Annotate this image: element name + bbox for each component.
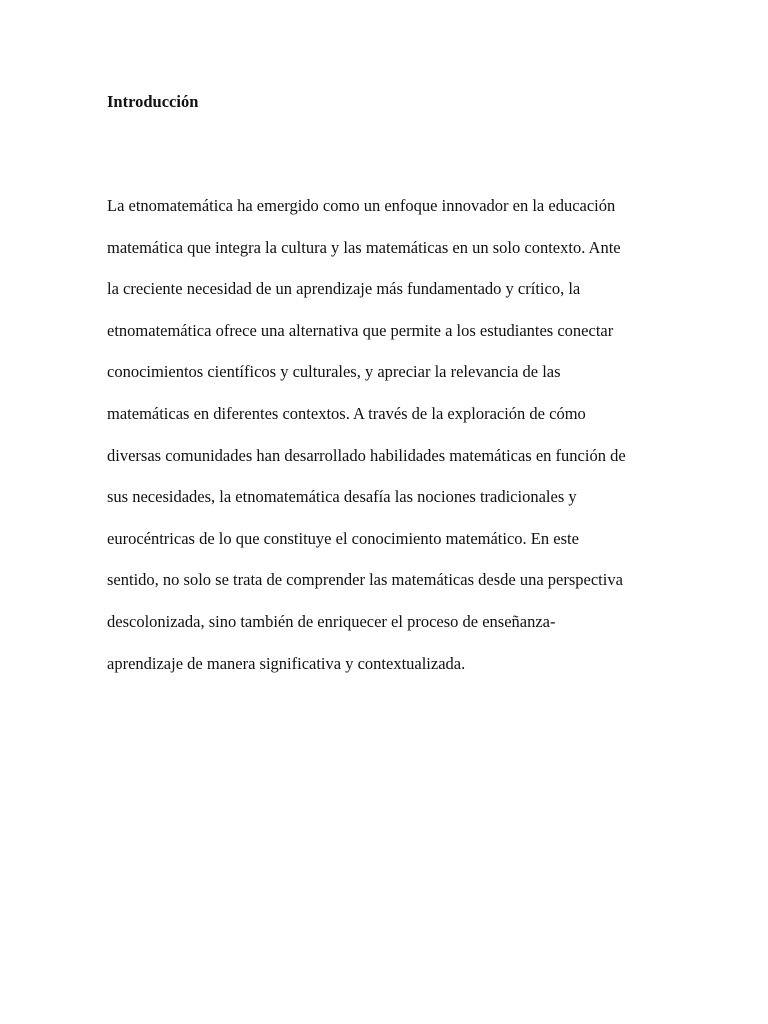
paragraph-line: sentido, no solo se trata de comprender las matemáticas desde una perspectiva <box>107 570 623 590</box>
paragraph-line: eurocéntricas de lo que constituye el conocimiento matemático. En este <box>107 528 579 548</box>
paragraph-line: conocimientos científicos y culturales, y apreciar la relevancia de las <box>107 362 561 382</box>
body-paragraph <box>107 196 687 695</box>
section-heading: Introducción <box>107 92 199 111</box>
paragraph-line: matemáticas en diferentes contextos. A través de la exploración de cómo <box>107 403 586 423</box>
paragraph-line: etnomatemática ofrece una alternativa que permite a los estudiantes conectar <box>107 320 614 340</box>
paragraph-line: La etnomatemática ha emergido como un enfoque innovador en la educación <box>107 196 616 215</box>
paragraph-line: aprendizaje de manera significativa y contextualizada. <box>107 653 466 673</box>
paragraph-line: matemática que integra la cultura y las matemáticas en un solo contexto. Ante <box>107 237 621 257</box>
paragraph-line: descolonizada, sino también de enriquecer el proceso de enseñanza- <box>107 611 556 631</box>
paragraph-line: la creciente necesidad de un aprendizaje más fundamentado y crítico, la <box>107 279 581 299</box>
paragraph-line: diversas comunidades han desarrollado habilidades matemáticas en función de <box>107 445 626 465</box>
paragraph-line: sus necesidades, la etnomatemática desafía las nociones tradicionales y <box>107 487 577 507</box>
